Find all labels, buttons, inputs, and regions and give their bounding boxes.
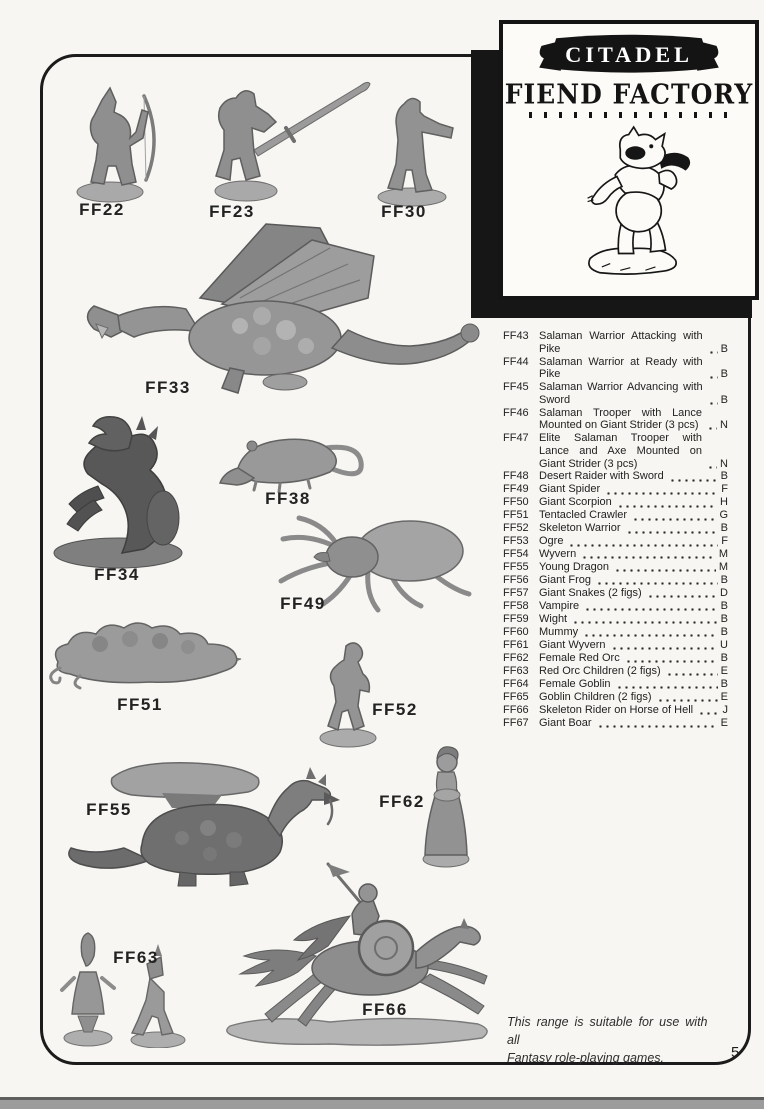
dot-leader [616,685,718,689]
price-code: B [720,574,728,587]
product-list [503,330,728,730]
product-list-item [503,613,728,626]
product-list-item [503,678,728,691]
product-code: FF50 [503,496,529,509]
price-code: B [720,522,728,535]
product-code: FF52 [503,522,529,535]
dot-leader [708,350,718,354]
price-code: B [720,470,728,483]
product-name: Salaman Warrior at Ready with Pike [539,355,703,381]
miniature-ff66-skeleton-rider-photo [210,856,500,1054]
product-name: Wight [539,613,568,626]
figure-label-ff66: FF66 [362,1000,408,1019]
product-list-item [503,587,728,600]
dot-leader [583,633,718,637]
product-name: Giant Boar [539,717,592,730]
product-name: Skeleton Warrior [539,522,621,535]
product-code: FF57 [503,587,529,600]
price-code: B [720,342,728,355]
product-code: FF44 [503,355,529,368]
product-list-item [503,432,728,470]
product-list-item [503,381,728,406]
product-name: Female Red Orc [539,652,620,665]
product-name: Young Dragon [539,561,609,574]
product-name: Desert Raider with Sword [539,470,664,483]
figure-label-ff63: FF63 [113,948,159,967]
product-code: FF60 [503,626,529,639]
range-title: FIEND FACTORY [504,78,754,111]
price-code: B [720,600,728,613]
price-code: E [720,691,728,704]
product-name: Giant Wyvern [539,639,606,652]
product-name: Giant Snakes (2 figs) [539,587,642,600]
figure-label-ff34: FF34 [94,565,140,584]
price-code: M [718,548,728,561]
dot-leader [707,426,717,430]
product-name: Female Goblin [539,678,611,691]
dot-leader [632,517,716,521]
product-name: Skeleton Rider on Horse of Hell [539,704,694,717]
dot-leader [708,401,718,405]
price-code: N [720,457,728,470]
product-list-item [503,356,728,381]
figure-label-ff62: FF62 [379,792,425,811]
product-list-item [503,717,728,730]
price-code: H [720,496,728,509]
product-code: FF59 [503,613,529,626]
footer-note-line2: Fantasy role-playing games. [507,1050,665,1065]
price-code: B [720,613,728,626]
product-code: FF58 [503,600,529,613]
dot-leader [605,491,718,495]
price-code: E [720,717,728,730]
dot-leader [584,607,718,611]
dot-leader [625,659,718,663]
dot-leader [626,530,718,534]
figure-label-ff23: FF23 [209,202,255,221]
miniature-ff30-zombie-photo [366,86,458,208]
product-code: FF67 [503,717,529,730]
product-code: FF53 [503,535,529,548]
price-code: B [720,368,728,381]
product-list-item [503,483,728,496]
price-code: B [720,393,728,406]
price-code: E [720,665,728,678]
dot-leader [611,646,718,650]
product-code: FF49 [503,483,529,496]
miniature-ff33-dragon-photo [80,218,485,396]
product-list-item [503,600,728,613]
dot-leader [596,581,718,585]
miniature-ff52-skeleton-warrior-photo [312,630,384,748]
price-code: U [720,639,728,652]
dot-leader [614,568,716,572]
dot-leader [581,555,716,559]
footer-note-line1: This range is suitable for use with all [507,1015,708,1047]
product-name: Red Orc Children (2 figs) [539,665,661,678]
scan-edge-strip [0,1097,764,1109]
product-code: FF51 [503,509,529,522]
product-list-item [503,665,728,678]
price-code: B [720,652,728,665]
product-code: FF45 [503,381,529,394]
figure-label-ff22: FF22 [79,200,125,219]
figure-label-ff55: FF55 [86,800,132,819]
product-name: Salaman Warrior Advancing with Sword [539,381,703,406]
product-list-item [503,574,728,587]
product-code: FF62 [503,652,529,665]
price-code: D [720,587,728,600]
price-code: B [720,626,728,639]
product-list-item [503,470,728,483]
miniature-ff23-swordsman-photo [188,70,378,205]
dot-leader [669,478,718,482]
figure-label-ff49: FF49 [280,594,326,613]
dot-leader [568,543,718,547]
miniature-ff22-archer-photo [58,80,163,205]
figure-label-ff51: FF51 [117,695,163,714]
price-code: N [720,419,728,432]
product-name: Giant Scorpion [539,496,612,509]
miniature-ff51-tentacled-crawler-photo [40,614,245,696]
product-name: Wyvern [539,548,577,561]
product-code: FF46 [503,406,529,419]
footer-note [507,1014,721,1067]
product-list-item [503,496,728,509]
product-list-item [503,330,728,355]
dot-leader [647,594,717,598]
price-code: B [720,678,728,691]
product-name: Mummy [539,626,579,639]
product-list-item [503,691,728,704]
dot-leader [666,672,718,676]
figure-label-ff30: FF30 [381,202,427,221]
price-code: G [719,509,728,522]
product-code: FF61 [503,639,529,652]
price-code: F [721,483,728,496]
product-list-item [503,704,728,717]
product-code: FF66 [503,704,529,717]
product-name: Vampire [539,600,580,613]
product-name: Salaman Warrior Attacking with Pike [539,330,703,355]
price-code: M [718,561,728,574]
product-list-item [503,626,728,639]
miniature-ff34-horse-of-hell-photo [36,400,201,572]
product-code: FF63 [503,665,529,678]
product-code: FF65 [503,691,529,704]
brand-box [499,20,759,300]
dot-leader [698,711,719,715]
figure-label-ff38: FF38 [265,489,311,508]
dot-leader [657,698,718,702]
dot-leader [707,465,717,469]
product-name: Elite Salaman Trooper with Lance and Axe Mounted on Giant Strider (3 pcs) [539,432,703,470]
citadel-banner [517,32,741,80]
figure-label-ff52: FF52 [372,700,418,719]
product-name: Ogre [539,535,564,548]
figure-label-ff33: FF33 [145,378,191,397]
product-code: FF48 [503,470,529,483]
product-code: FF55 [503,561,529,574]
page-number: 5 [731,1044,740,1061]
product-list-item [503,639,728,652]
product-name: Giant Spider [539,483,601,496]
fiend-illustration [565,120,699,284]
product-code: FF64 [503,678,529,691]
product-list-item [503,522,728,535]
price-code: J [722,704,728,717]
product-name: Salaman Trooper with Lance Mounted on Giant Strider (3 pcs) [539,406,703,432]
product-name: Giant Frog [539,574,591,587]
product-list-item [503,548,728,561]
dot-leader [572,620,718,624]
product-name: Goblin Children (2 figs) [539,691,652,704]
product-list-item [503,561,728,574]
product-name: Tentacled Crawler [539,509,628,522]
product-list-item [503,407,728,432]
dot-leader [597,724,718,728]
dot-leader [617,504,717,508]
product-code: FF43 [503,330,529,342]
product-list-item [503,509,728,522]
product-code: FF47 [503,432,529,445]
price-code: F [721,535,728,548]
drip-ornament [529,112,729,118]
product-code: FF54 [503,548,529,561]
product-list-item [503,652,728,665]
product-code: FF56 [503,574,529,587]
product-list-item [503,535,728,548]
dot-leader [708,375,718,379]
brand-name: CITADEL [565,42,693,68]
miniature-ff38-giant-rat-photo [216,424,368,496]
